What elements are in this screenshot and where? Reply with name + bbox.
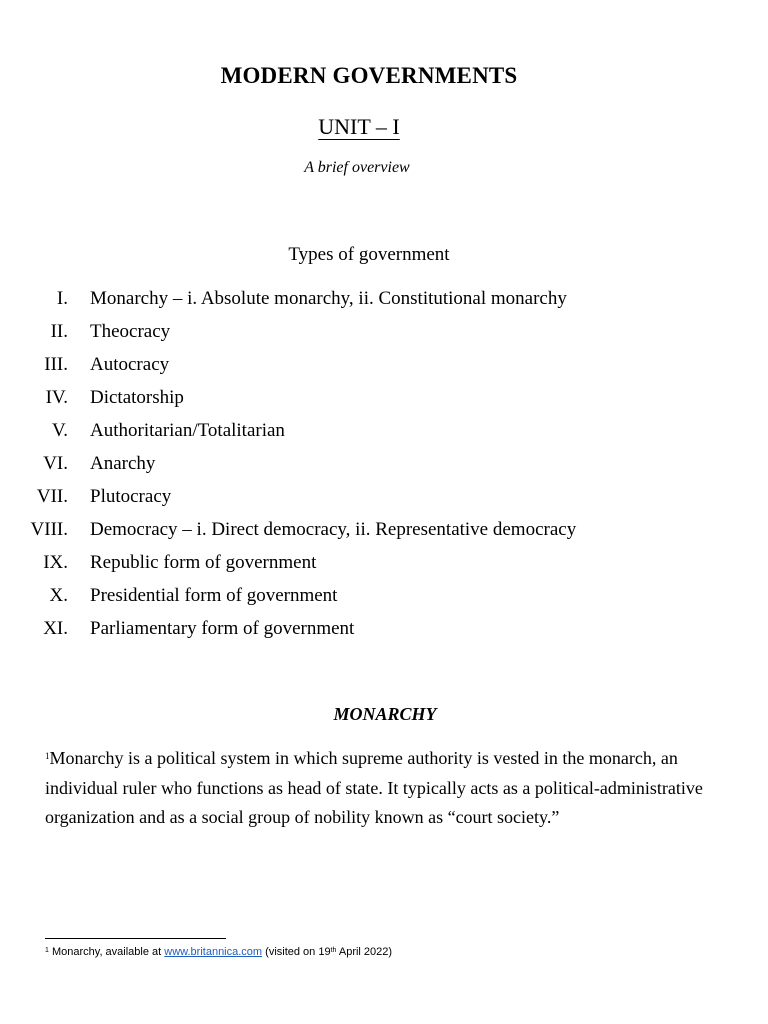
monarchy-paragraph <box>45 744 725 833</box>
list-numeral: VII. <box>36 486 68 507</box>
list-numeral: I. <box>56 288 68 309</box>
list-numeral: VI. <box>43 453 68 474</box>
document-subtitle: A brief overview <box>304 159 410 176</box>
list-item-label: Theocracy <box>90 321 171 342</box>
ordinal-suffix: th <box>330 947 337 954</box>
document-title: MODERN GOVERNMENTS <box>220 63 518 88</box>
footnote-prefix: Monarchy, available at <box>48 946 165 958</box>
list-numeral: XI. <box>43 618 68 639</box>
footnote-reference[interactable]: 1 <box>45 751 50 761</box>
list-item-label: Parliamentary form of government <box>90 618 355 639</box>
list-numeral: VIII. <box>30 519 68 540</box>
list-numeral: X. <box>49 585 68 606</box>
monarchy-heading: MONARCHY <box>333 704 437 724</box>
footnote-separator <box>45 938 226 939</box>
list-item-label: Monarchy – i. Absolute monarchy, ii. Constitutional monarchy <box>90 288 567 309</box>
list-item-label: Presidential form of government <box>90 585 338 606</box>
list-item-label: Authoritarian/Totalitarian <box>90 420 285 441</box>
list-numeral: III. <box>44 354 68 375</box>
list-item-label: Republic form of government <box>90 552 317 573</box>
list-numeral: IX. <box>43 552 68 573</box>
footnote-marker: 1 <box>45 947 49 954</box>
monarchy-paragraph-text: Monarchy is a political system in which supreme authority is vested in the monarch, an individual ruler who functions as head of state. It typically acts as a political-administrative organization and as a social group of nobility known as “court society.” <box>45 748 703 827</box>
list-item-label: Democracy – i. Direct democracy, ii. Representative democracy <box>90 519 577 540</box>
britannica-link[interactable]: www.britannica.com <box>164 946 263 958</box>
list-item-label: Anarchy <box>90 453 156 474</box>
footnote-suffix: April 2022) <box>336 946 393 958</box>
list-item-label: Plutocracy <box>90 486 172 507</box>
list-item-label: Autocracy <box>90 354 170 375</box>
unit-heading <box>0 114 718 140</box>
types-of-government-heading: Types of government <box>288 244 450 265</box>
footnote-middle: (visited on 19 <box>262 946 331 958</box>
footnote <box>45 945 392 959</box>
unit-label: UNIT – I <box>318 114 400 139</box>
list-numeral: IV. <box>45 387 68 408</box>
list-item-label: Dictatorship <box>90 387 184 408</box>
list-numeral: II. <box>50 321 68 342</box>
list-numeral: V. <box>51 420 68 441</box>
